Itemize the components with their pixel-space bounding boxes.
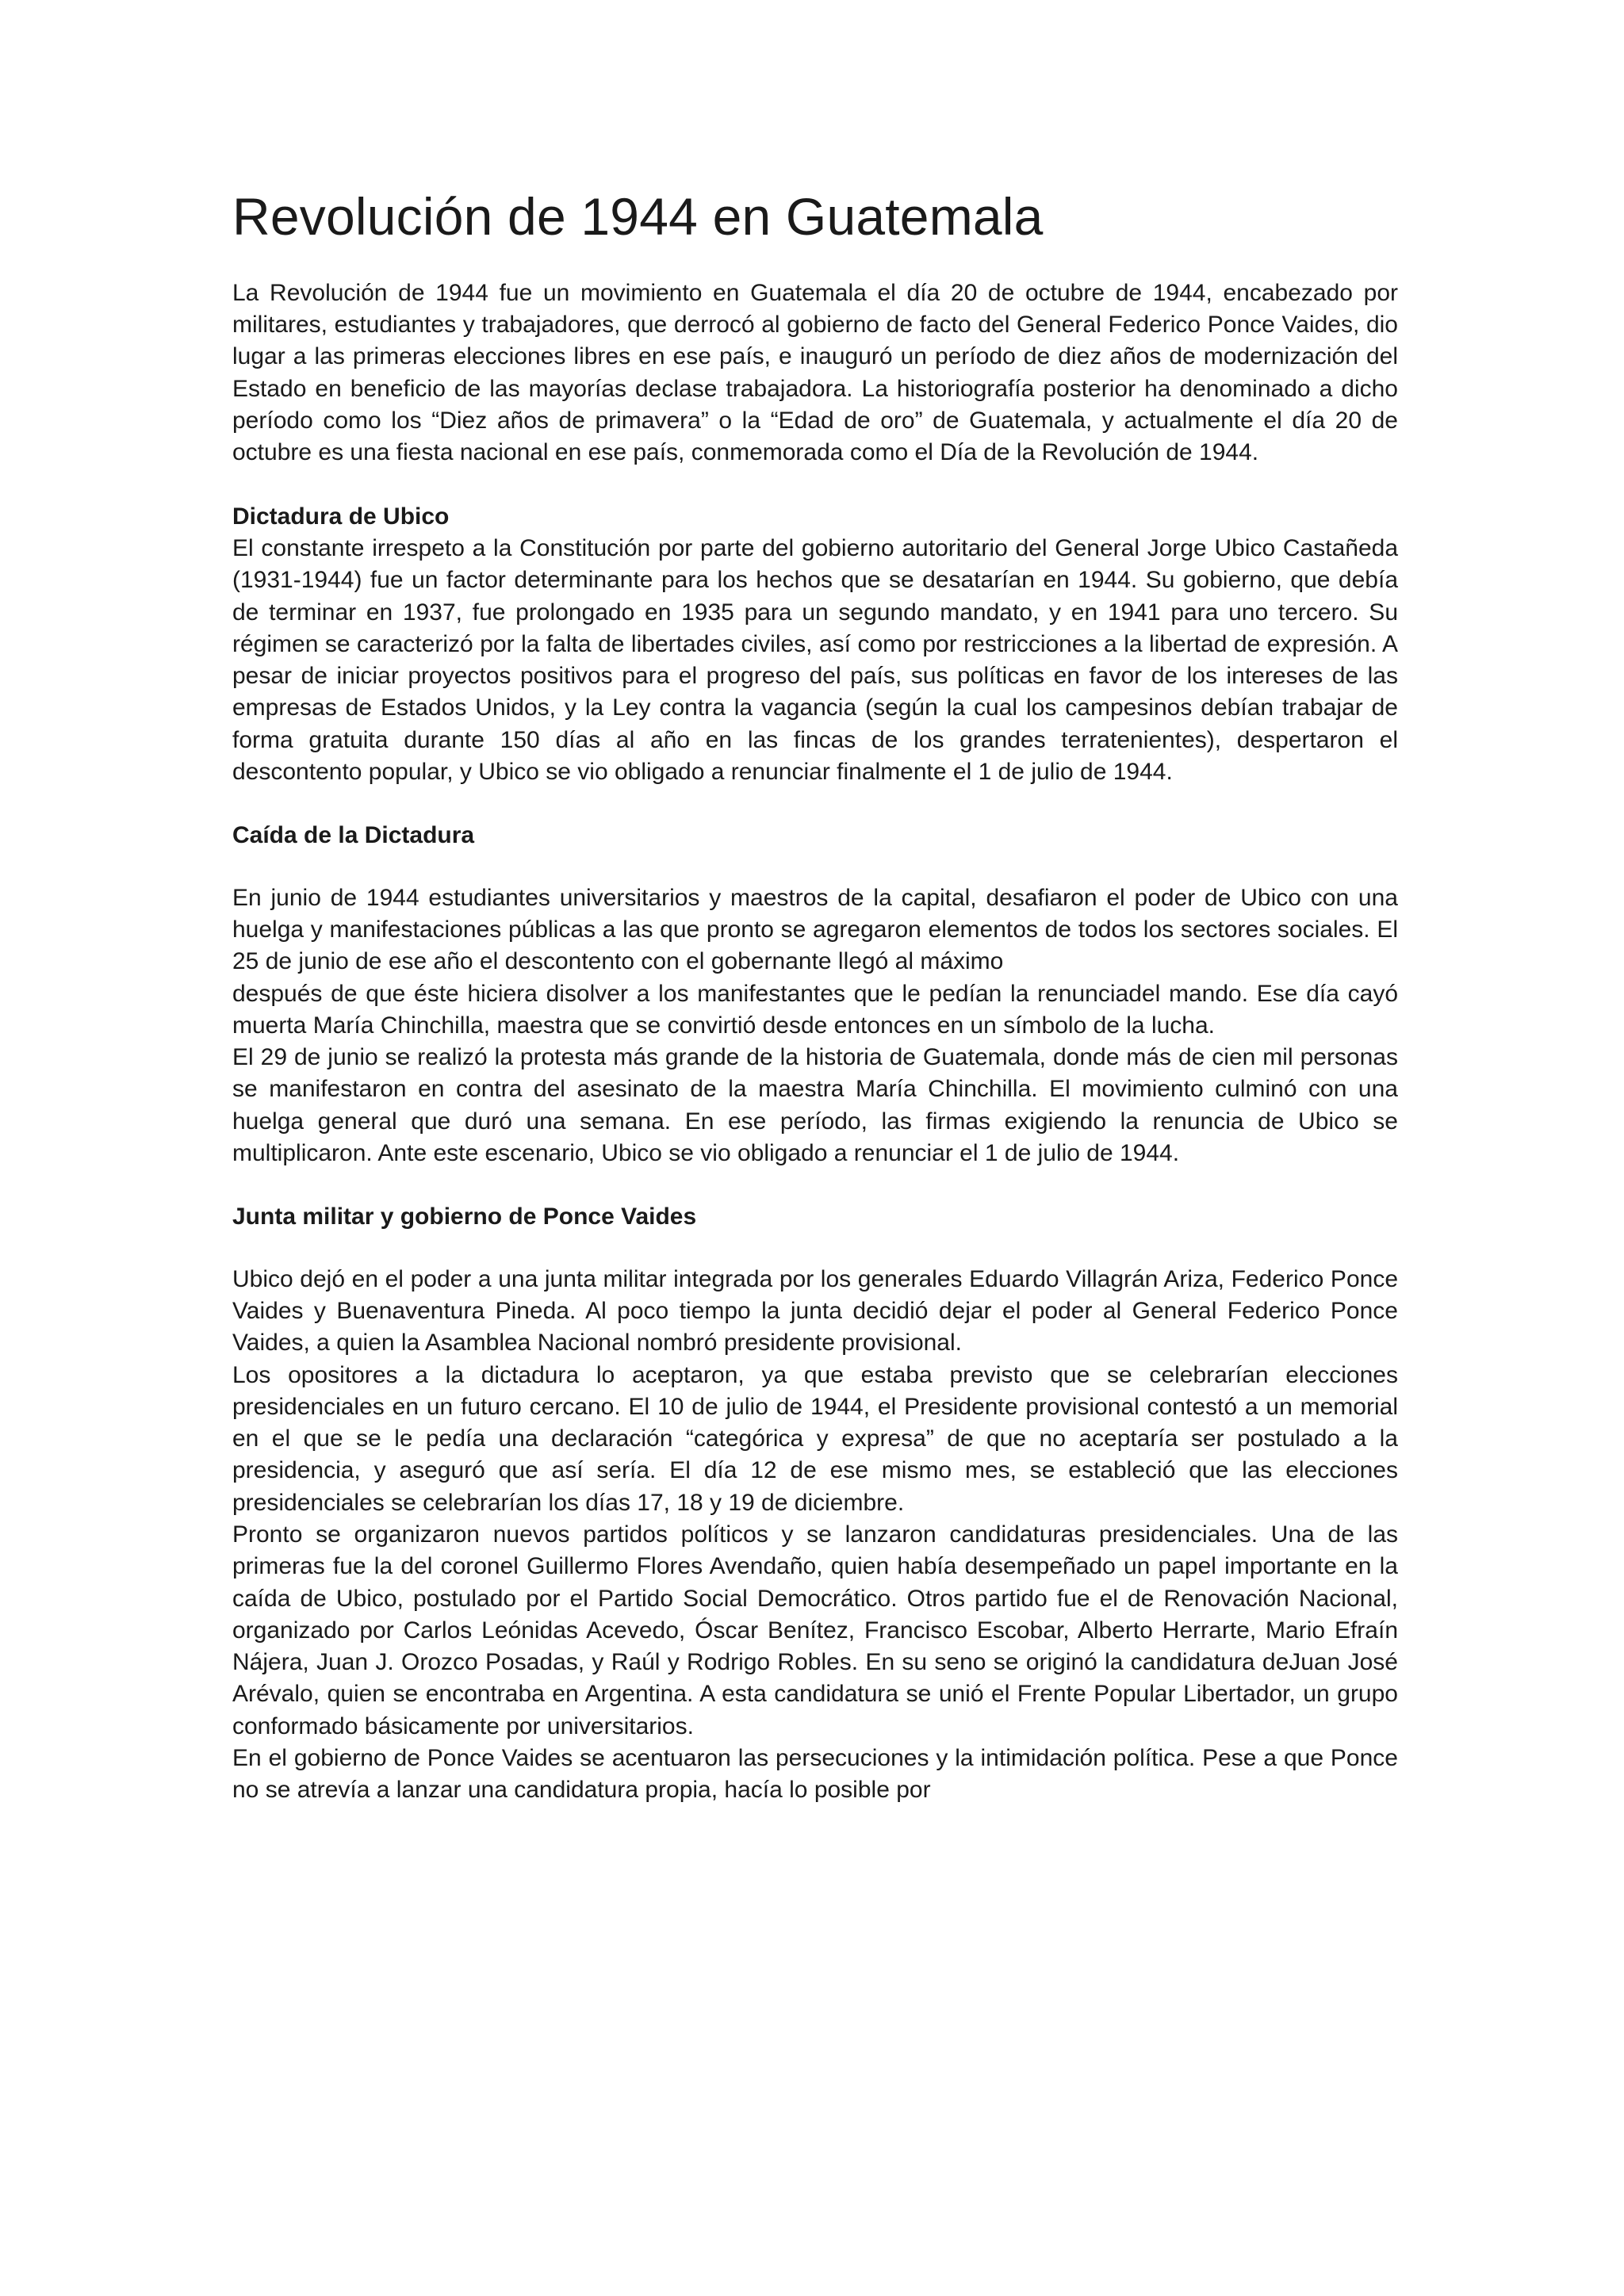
section-heading: Junta militar y gobierno de Ponce Vaides <box>232 1203 697 1230</box>
document-title: Revolución de 1944 en Guatemala <box>232 187 1044 246</box>
spacer <box>232 1169 1398 1201</box>
section-paragraph: El 29 de junio se realizó la protesta más grande de la historia de Guatemala, donde más de cien mil personas se manifestaron en contra del asesinato de la maestra María Chinchilla. El movimiento culminó con una huelga general que duró una semana. En ese período, las firmas exigiendo la renuncia de Ubico se multiplicaron. Ante este escenario, Ubico se vio obligado a renunciar el 1 de julio de 1944. <box>232 1044 1398 1167</box>
section-paragraph: En junio de 1944 estudiantes universitarios y maestros de la capital, desafiaron el poder de Ubico con una huelga y manifestaciones públicas a las que pronto se agregaron elementos de todos los sectores sociales. El 25 de junio de ese año el descontento con el gobernante llegó al máximo <box>232 884 1398 975</box>
document-page <box>232 187 1398 1807</box>
section-paragraph: El constante irrespeto a la Constitución por parte del gobierno autoritario del General Jorge Ubico Castañeda (1931-1944) fue un factor determinante para los hechos que se desatarían en 1944. Su gobierno, que debía de terminar en 1937, fue prolongado en 1935 para un segundo mandato, y en 1941 para uno tercero. Su régimen se caracterizó por la falta de libertades civiles, así como por restricciones a la libertad de expresión. A pesar de iniciar proyectos positivos para el progreso del país, sus políticas en favor de los intereses de las empresas de Estados Unidos, y la Ley contra la vagancia (según la cual los campesinos debían trabajar de forma gratuita durante 150 días al año en las fincas de los grandes terratenientes), despertaron el descontento popular, y Ubico se vio obligado a renunciar finalmente el 1 de julio de 1944. <box>232 534 1398 786</box>
section-paragraph: Pronto se organizaron nuevos partidos políticos y se lanzaron candidaturas presidenciales. Una de las primeras fue la del coronel Guillermo Flores Avendaño, quien había desempeñado un papel importante en la caída de Ubico, postulado por el Partido Social Democrático. Otros partido fue el de Renovación Nacional, organizado por Carlos Leónidas Acevedo, Óscar Benítez, Francisco Escobar, Alberto Herrarte, Mario Efraín Nájera, Juan J. Orozco Posadas, y Raúl y Rodrigo Robles. En su seno se originó la candidatura deJuan José Arévalo, quien se encontraba en Argentina. A esta candidatura se unió el Frente Popular Libertador, un grupo conformado básicamente por universitarios. <box>232 1521 1398 1739</box>
spacer <box>232 788 1398 820</box>
section-paragraph: Ubico dejó en el poder a una junta militar integrada por los generales Eduardo Villagrán Ariza, Federico Ponce Vaides y Buenaventura Pineda. Al poco tiempo la junta decidió dejar el poder al General Federico Ponce Vaides, a quien la Asamblea Nacional nombró presidente provisional. <box>232 1265 1398 1357</box>
intro-paragraph: La Revolución de 1944 fue un movimiento en Guatemala el día 20 de octubre de 1944, encabezado por militares, estudiantes y trabajadores, que derrocó al gobierno de facto del General Federico Ponce Vaides, dio lugar a las primeras elecciones libres en ese país, e inauguró un período de diez años de modernización del Estado en beneficio de las mayorías declase trabajadora. La historiografía posterior ha denominado a dicho período como los “Diez años de primavera” o la “Edad de oro” de Guatemala, y actualmente el día 20 de octubre es una fiesta nacional en ese país, conmemorada como el Día de la Revolución de 1944. <box>232 279 1398 466</box>
section-heading: Caída de la Dictadura <box>232 822 475 849</box>
spacer <box>232 1234 1398 1264</box>
section-paragraph: En el gobierno de Ponce Vaides se acentuaron las persecuciones y la intimidación política. Pese a que Ponce no se atrevía a lanzar una candidatura propia, hacía lo posible por <box>232 1745 1398 1804</box>
spacer <box>232 852 1398 882</box>
section-caida-de-la-dictadura <box>232 820 1398 1169</box>
section-junta-militar <box>232 1201 1398 1806</box>
section-heading: Dictadura de Ubico <box>232 503 450 530</box>
section-dictadura-de-ubico <box>232 501 1398 789</box>
section-paragraph: después de que éste hiciera disolver a los manifestantes que le pedían la renunciadel mando. Ese día cayó muerta María Chinchilla, maestra que se convirtió desde entonces en un símbolo de la lucha. <box>232 980 1398 1039</box>
spacer <box>232 469 1398 501</box>
section-paragraph: Los opositores a la dictadura lo aceptaron, ya que estaba previsto que se celebrarían elecciones presidenciales en un futuro cercano. El 10 de julio de 1944, el Presidente provisional contestó a un memorial en el que se le pedía una declaración “categórica y expresa” de que no aceptaría ser postulado a la presidencia, y aseguró que así sería. El día 12 de ese mismo mes, se estableció que las elecciones presidenciales se celebrarían los días 17, 18 y 19 de diciembre. <box>232 1361 1398 1516</box>
